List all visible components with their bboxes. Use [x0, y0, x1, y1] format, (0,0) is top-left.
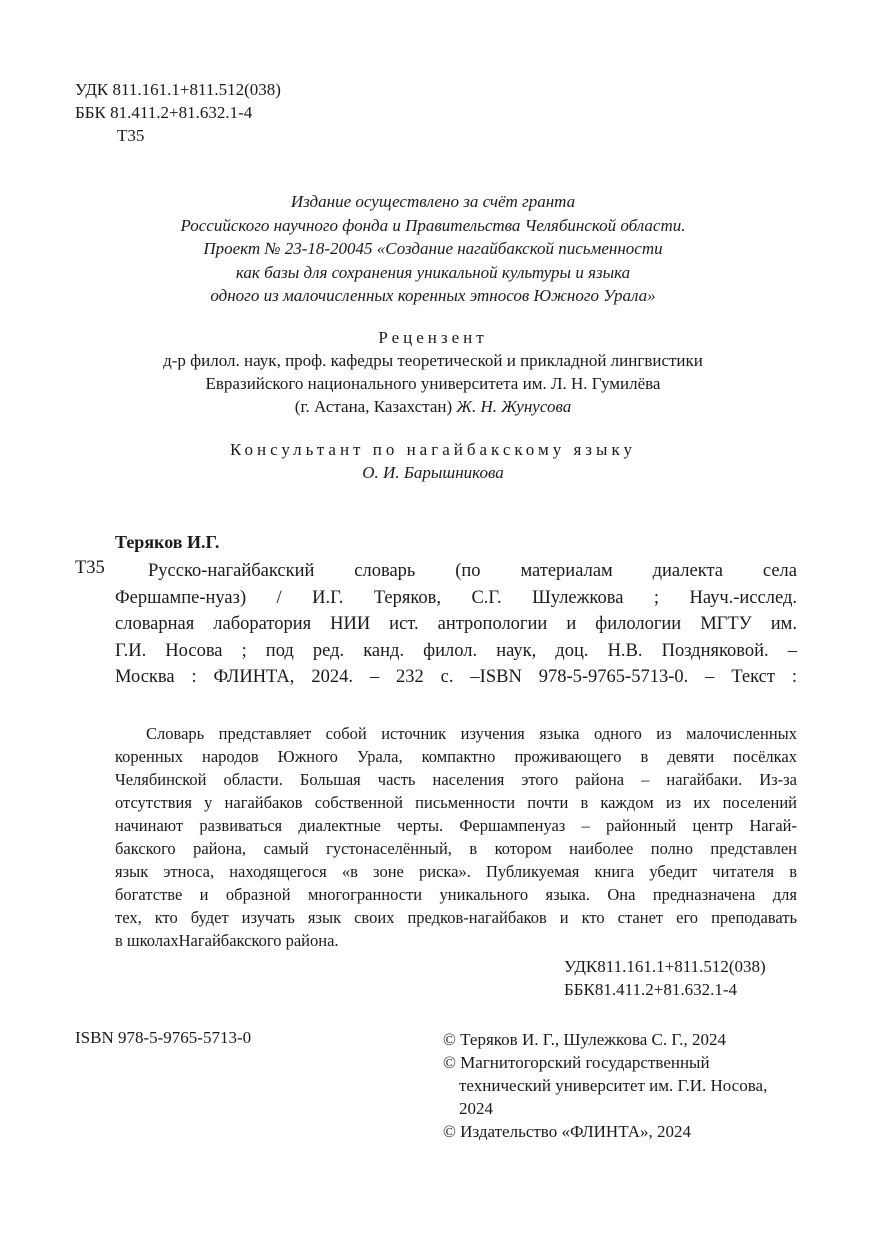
classification-codes-top	[75, 78, 281, 147]
record-line: Г.И. Носова ; под ред. канд. филол. наук, доц. Н.В. Поздняковой. –	[115, 640, 797, 661]
udk-code: УДК811.161.1+811.512(038)	[564, 957, 766, 976]
reviewer-line: д-р филол. наук, проф. кафедры теоретической и прикладной лингвистики	[163, 351, 703, 370]
consultant-block	[100, 438, 766, 484]
consultant-heading: Консультант по нагайбакскому языку	[230, 440, 636, 459]
annotation-line: богатстве и образной многогранности уникального языка. Она предназначена для	[115, 885, 797, 904]
record-line: словарная лаборатория НИИ ист. антропологии и филологии МГТУ им.	[115, 614, 797, 634]
grant-line: Российского научного фонда и Правительства Челябинской области.	[180, 215, 686, 235]
reviewer-location: (г. Астана, Казахстан)	[294, 397, 457, 416]
bibliographic-record	[115, 558, 797, 691]
copyright-line: © Магнитогорский государственный	[443, 1053, 710, 1072]
copyright-block	[443, 1028, 767, 1143]
annotation-line: бакского района, самый густонаселённый, в котором наиболее полно представлен	[115, 839, 797, 858]
record-line: Москва : ФЛИНТА, 2024. – 232 с. –ISBN 978-5-9765-5713-0. – Текст :	[115, 667, 797, 687]
grant-line: как базы для сохранения уникальной культуры и языка	[235, 262, 631, 282]
grant-statement	[100, 190, 766, 308]
annotation-line: в школахНагайбакского района.	[115, 931, 339, 950]
annotation-line: Челябинской области. Большая часть населения этого района – нагайбаки. Из-за	[115, 770, 797, 789]
annotation-line: коренных народов Южного Урала, компактно проживающего в девяти посёлках	[115, 747, 797, 766]
annotation-line: тех, кто будет изучать язык своих предков-нагайбаков и кто станет его преподавать	[115, 908, 797, 927]
reviewer-block	[100, 326, 766, 418]
reviewer-name: Ж. Н. Жунусова	[456, 397, 572, 416]
annotation-line: отсутствия у нагайбаков собственной письменности почти в каждом из их поселений	[115, 793, 797, 812]
bbk-code: ББК81.411.2+81.632.1-4	[564, 980, 737, 999]
annotation	[115, 722, 797, 952]
author-mark: Т35	[117, 126, 145, 145]
udk-code: УДК 811.161.1+811.512(038)	[75, 80, 281, 99]
annotation-line: язык этноса, находящегося «в зоне риска». Публикуемая книга убедит читателя в	[115, 862, 797, 881]
copyright-line: © Теряков И. Г., Шулежкова С. Г., 2024	[443, 1030, 727, 1049]
reviewer-line	[100, 395, 766, 418]
annotation-line: начинают развиваться диалектные черты. Фершампенуаз – районный центр Нагай-	[115, 816, 797, 835]
grant-line: Проект № 23-18-20045 «Создание нагайбакской письменности	[203, 239, 663, 258]
classification-codes-bottom	[564, 955, 766, 1001]
copyright-line: 2024	[459, 1099, 493, 1118]
record-line: Русско-нагайбакский словарь (по материалам диалекта села	[148, 561, 797, 581]
record-author: Теряков И.Г.	[115, 532, 220, 552]
copyright-line: технический университет им. Г.И. Носова,	[459, 1076, 768, 1095]
consultant-name: О. И. Барышникова	[362, 463, 504, 482]
copyright-line: © Издательство «ФЛИНТА», 2024	[443, 1122, 692, 1141]
reviewer-heading: Рецензент	[378, 328, 488, 347]
grant-line: Издание осуществлено за счёт гранта	[290, 192, 576, 211]
reviewer-line: Евразийского национального университета им. Л. Н. Гумилёва	[205, 374, 661, 393]
isbn: ISBN 978-5-9765-5713-0	[75, 1028, 252, 1047]
record-mark: Т35	[75, 558, 105, 578]
annotation-line: Словарь представляет собой источник изучения языка одного из малочисленных	[146, 724, 797, 743]
grant-line: одного из малочисленных коренных этносов Южного Урала»	[210, 286, 656, 305]
record-line: Фершампе-нуаз) / И.Г. Теряков, С.Г. Шулежкова ; Науч.-исслед.	[115, 587, 797, 608]
bbk-code: ББК 81.411.2+81.632.1-4	[75, 103, 253, 122]
